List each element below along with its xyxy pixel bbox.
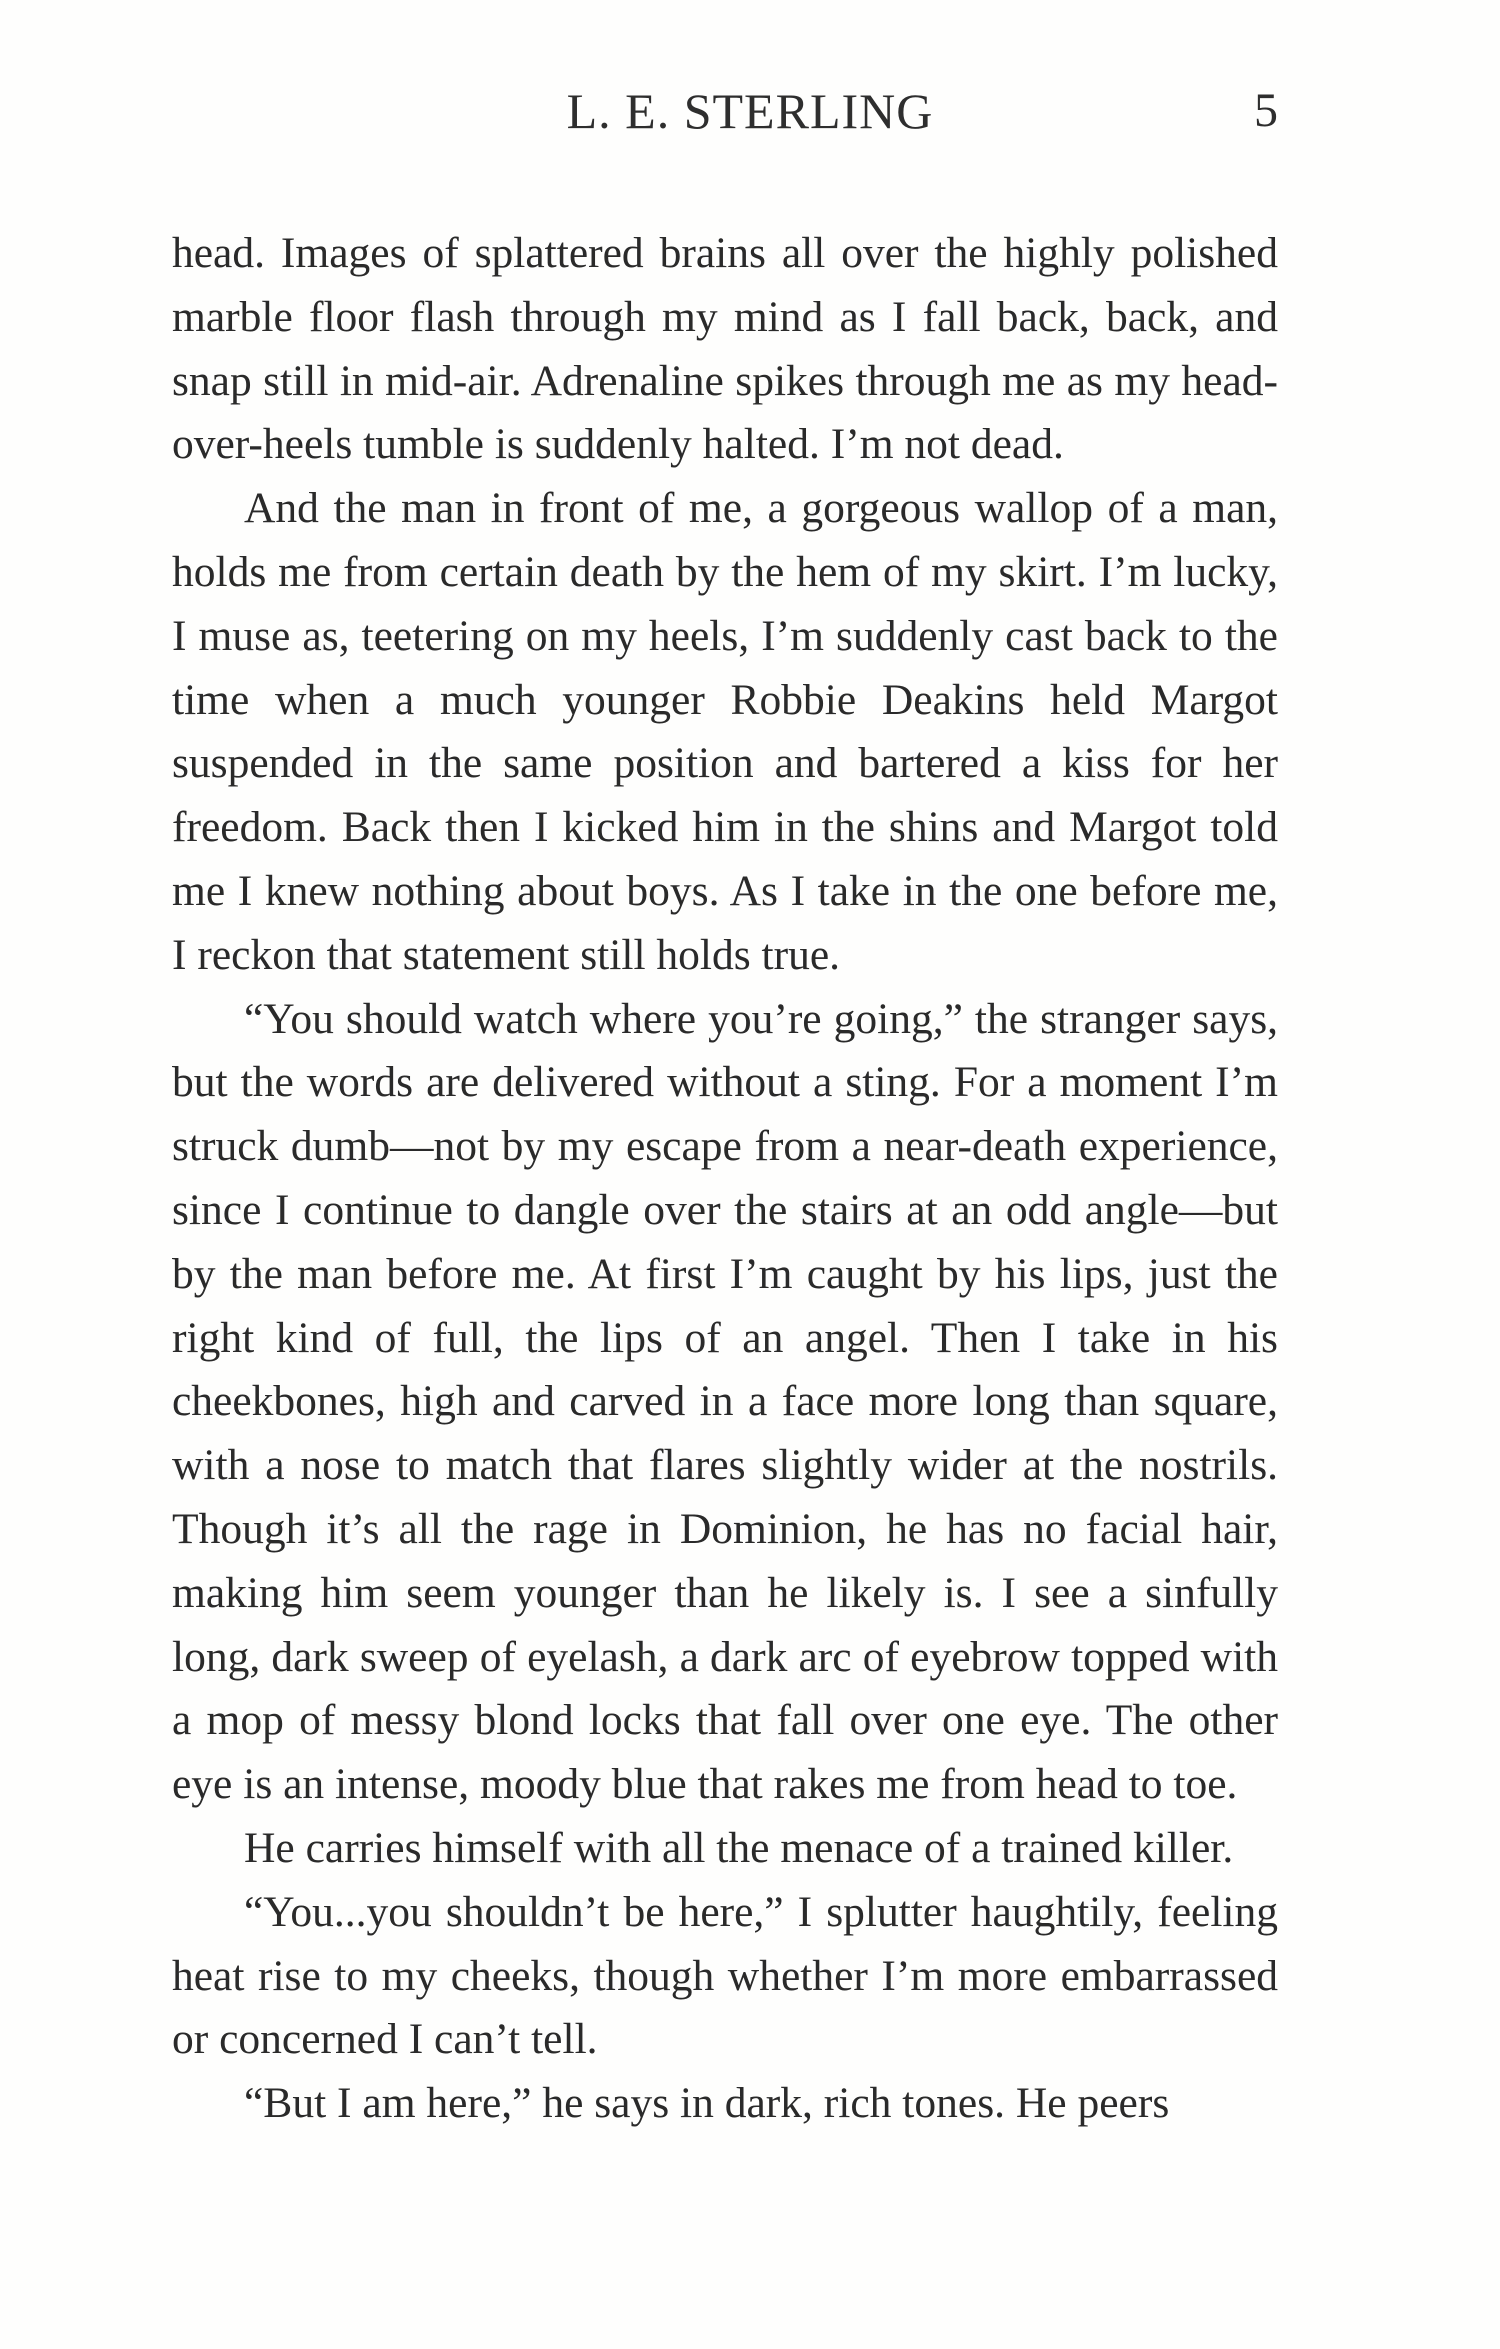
paragraph-3: “You should watch where you’re going,” the stranger says, but the words are delivered without a sting. For a moment I’m struck dumb—not by my escape from a near-death experience, since I continue to dangle over the stairs at an odd angle—but by the man before me. At first I’m caught by his lips, just the right kind of full, the lips of an angel. Then I take in his cheekbones, high and carved in a face more long than square, with a nose to match that flares slightly wider at the nostrils. Though it’s all the rage in Dominion, he has no facial hair, making him seem younger than he likely is. I see a sinfully long, dark sweep of eyelash, a dark arc of eyebrow topped with a mop of messy blond locks that fall over one eye. The other eye is an intense, moody blue that rakes me from head to toe. xyxy=(172,994,1278,1809)
body-text xyxy=(172,222,1278,2136)
running-head xyxy=(0,76,1500,146)
paragraph-6: “But I am here,” he says in dark, rich tones. He peers xyxy=(244,2079,1170,2128)
paragraph-4: He carries himself with all the menace of a trained killer. xyxy=(244,1823,1234,1872)
paragraph-2: And the man in front of me, a gorgeous wallop of a man, holds me from certain death by the hem of my skirt. I’m lucky, I muse as, teetering on my heels, I’m suddenly cast back to the time when a much younger Robbie Deakins held Margot suspended in the same position and bartered a kiss for her freedom. Back then I kicked him in the shins and Margot told me I knew nothing about boys. As I take in the one before me, I reckon that statement still holds true. xyxy=(172,484,1278,979)
running-title: L. E. STERLING xyxy=(566,83,934,139)
page-number: 5 xyxy=(1254,84,1278,137)
paragraph-5: “You...you shouldn’t be here,” I splutter haughtily, feeling heat rise to my cheeks, though whether I’m more embarrassed or concerned I can’t tell. xyxy=(172,1887,1278,2064)
paragraph-1: head. Images of splattered brains all over the highly polished marble floor flash through my mind as I fall back, back, and snap still in mid-air. Adrenaline spikes through me as my head-over-heels tumble is suddenly halted. I’m not dead. xyxy=(172,229,1278,469)
